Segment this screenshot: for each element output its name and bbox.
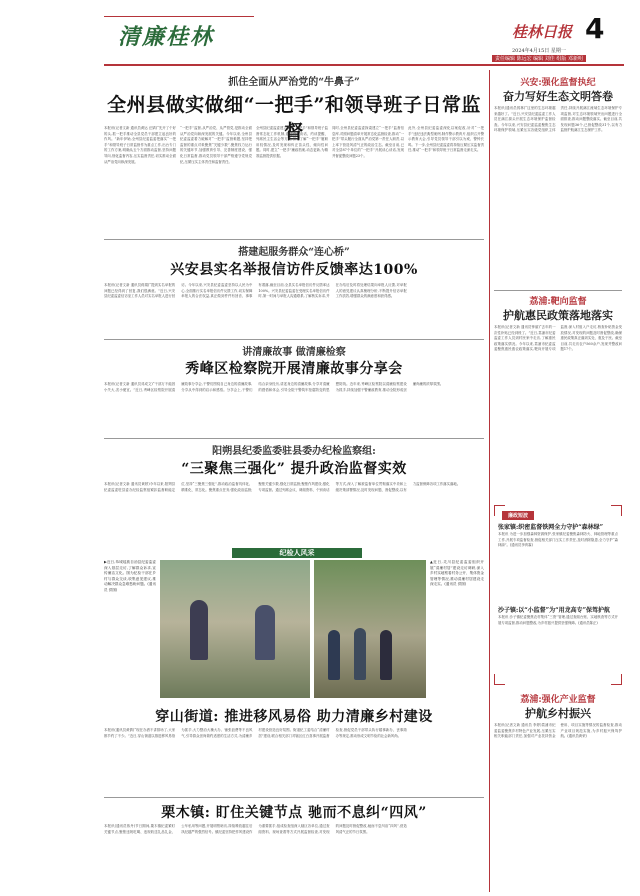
- yangshuo-kicker: 阳朔县纪委监委驻县委办纪检监察组:: [212, 446, 376, 457]
- brief-tag: 廉政短波: [502, 511, 534, 520]
- photo-left: [160, 560, 310, 698]
- chuanshan-headline: 穿山街道: 推进移风易俗 助力清廉乡村建设: [155, 709, 433, 725]
- masthead: [0, 0, 640, 70]
- lead-headline: 全州县做实做细“一把手”和领导班子日常监督: [107, 94, 481, 143]
- side4-body: 本报讯(记者文新 通讯员 李婷)荔浦市纪委监委聚焦乡村特色产业发展,压紧压实相关职能部门责任,加强对产业扶持资金使用、项目实施等情况的监督检查,推动产业项目规范实施,为乡村振兴保驾护航。(通讯员黄荣): [494, 723, 622, 739]
- side1-kicker: 兴安:强化监督执纪: [520, 78, 596, 88]
- lead-kicker: 抓住全面从严治党的“牛鼻子”: [228, 77, 360, 88]
- lead-col-5: 此外,全州县纪委监委深化以案促改,针对“一把手”违纪违法典型案例,制作警示教育片,组织召开警示教育大会,引导党员领导干部引以为戒、警钟长鸣。下一步,全州县纪委监委将持续压紧压实监督责任,推动“一把手”和领导班子日常监督走深走实。: [408, 126, 484, 153]
- photo-caption-right: ▲近日,灵川县纪委监委组织开展“清廉村居”建设走访调研,深入乡村实地察看村务公开、集体资金管理等情况,推动清廉村居建设走深走实。(通讯员 供图): [430, 560, 484, 587]
- lead-col-2: “一把手”监督,从严治党、从严管党,是推动全面从严治党向纵深发展的关键。今年以来,全州县纪委监委着力破解对“一把手”监督难题,坚持把监督的重点对象聚焦“关键少数”,聚焦权力运行的关键环节,加强教育引导、完善制度建设、强化日常监督,推动党员领导干部严格遵守党规党纪,压紧压实主体责任和监督责任。: [180, 126, 252, 164]
- lead-col-1: 本报讯(记者文新 通讯员黄运 汪婧)“先开了个好的头,抓一把手推动全县党员干部建立起良好的作风。”新年伊始,全州县纪委监委把落实“一把手”和领导班子日常监督作为重点工作,出台专门的工作方案,明确从五个方面推动监督,坚持问题导向,细化监督内容,压实监督责任,切实推动全面从严治党向纵深发展。: [104, 126, 176, 164]
- photo-right: [314, 560, 426, 698]
- side-divider-1: [494, 290, 622, 291]
- brief-headline-2: 沙子镇:以“小监督”为“用龙高专”保驾护航: [498, 607, 611, 614]
- xingan-headline: 兴安县实名举报信访件反馈率达100%: [170, 262, 418, 278]
- chuanshan-body: 本报讯(通讯员黄倩)“现在办酒不讲排场了,大家都节约了不少。”近日,穿山街道以推进移风易俗为抓手,大力整治大操大办、铺张浪费等不良风气,引导群众崇尚简约适度的生活方式,为清廉乡村建设营造良好氛围。街道纪工委结合“清廉村居”建设,联合相关部门对辖区红白喜事开展监督检查,督促党员干部带头执行婚事新办、丧事简办等规定,推动形成文明节俭的社会新风尚。: [104, 728, 407, 738]
- yangshuo-body: 本报讯(记者文新 通讯员黄婷)今年以来,阳朔县纪委监委驻县委办纪检监察组紧扣监督职能定位,坚持“三聚焦三强化”,推动政治监督具体化、精准化、常态化。聚焦重点任务,强化政治监督;聚焦关键少数,强化日常监督;聚焦作风建设,强化专项监督。通过列席会议、调阅资料、个别谈话等方式,深入了解被监督单位贯彻落实中央和上级决策部署情况,及时发现问题、督促整改,以有力监督保障各项工作落实落地。: [104, 482, 461, 492]
- lead-col-4: 同时,全州县纪委监委探索建立“一把手”监督信息库,对照问题清单开展常态化监督检查,推动“一把手”带头履行全面从严治党第一责任人职责,以上率下营造风清气正的政治生态。截至目前,已对全县87个单位的“一把手”开展谈心谈话,发现并督促整改问题23个。: [332, 126, 404, 158]
- divider-1: [104, 239, 484, 240]
- yangshuo-headline: “三聚焦三强化” 提升政治监督实效: [181, 461, 407, 477]
- masthead-rule: [104, 64, 624, 66]
- divider-2: [104, 339, 484, 340]
- lizimu-body: 本报讯(通讯员蒋丹)节日期间,栗木镇纪委紧盯关键节点,聚焦违规吃喝、违规收送礼品礼金、公车私用等问题,开展明察暗访,持续释放越往后执纪越严的强烈信号。镇纪委坚持把作风建设作为重要抓手,组成检查组深入辖区各单位,通过查阅资料、现场查看等方式开展监督检查,对发现的问题及时督促整改,驰而不息纠治“四风”,营造风清气正的节日氛围。: [104, 824, 407, 834]
- xiufeng-body: 本报讯(记者文新 通讯员邓成文)“干部万不能因小失大,贪小便宜。”近日,秀峰区检察院开展清廉故事分享会,干警们围绕自己身边的清廉故事,分享从中得到的启示和感悟。分享会上,干警们结合亲身经历,讲述身边的清廉故事,分享对清廉的感悟和体会,引导全院干警筑牢拒腐防变的思想防线。近年来,秀峰区检察院以清廉检察建设为抓手,持续加强干警廉政教育,推动全院形成崇廉尚廉的浓厚氛围。: [104, 382, 444, 392]
- photo-block: [104, 548, 484, 700]
- editor-line: 责任编辑 陈远宏 编辑 刘佳 组版 邓新明: [492, 55, 586, 62]
- frame-corner: [611, 505, 622, 516]
- side2-headline: 护航惠民政策落地落实: [503, 309, 613, 322]
- photo-caption-left: ▶近日,恭城瑶族自治县纪委监委深入基层走访,了解群众诉求,宣传廉洁文化。图为纪检干部在乡村与群众交谈,收集意见建议,推动解决群众急难愁盼问题。(通讯员 供图): [104, 560, 156, 592]
- side4-kicker: 荔浦:强化产业监督: [520, 695, 596, 705]
- lizimu-headline: 栗木镇: 盯住关键节点 驰而不息纠“四风”: [161, 805, 427, 821]
- person-figure: [190, 600, 208, 660]
- brief-headline-1: 张家镇:织密监督铁网全力守护“森林绿”: [498, 524, 604, 531]
- side2-kicker: 荔浦:靶向监督: [529, 297, 587, 307]
- xingan-kicker: 搭建起服务群众“连心桥”: [238, 247, 350, 258]
- section-title: 清廉桂林: [118, 24, 215, 50]
- xiufeng-kicker: 讲清廉故事 做清廉检察: [242, 347, 346, 358]
- side1-body: 本报讯(通讯员郭林)“这里的生态环境越来越好了。”近日,兴安县纪委监委工作人员在漓江源头开展生态环境保护监督检查。今年以来,兴安县纪委监委聚焦生态环境保护领域,压紧压实各级党组织主体责任,持续开展漓江流域生态环境保护专项监督,对生态环境领域突出问题进行全面排查,推动问题整改落实。截至目前,共发现问题36个,已督促整改31个,以有力监督护航漓江生态保护工作。: [494, 106, 622, 133]
- page-number: 4: [585, 12, 605, 45]
- person-figure: [255, 605, 275, 660]
- date-line: 2024年4月15日 星期一: [512, 48, 566, 54]
- photo-banner-label: 纪检人风采: [279, 548, 315, 557]
- xingan-body: 本报讯(记者文新 通讯员蒋娟)“提到实名举报的问题已经得到了回复,我们很满意。”近日,兴安县纪委监委信访室工作人员对实名举报人进行回访。今年以来,兴安县纪委监委坚持以人民为中心,全面推行实名举报信访件反馈工作,切实保障举报人的合法权益,真正做到件件有回音、事事有着落,截至目前,全县实名举报信访件反馈率达100%。兴安县纪委监委在受理实名举报信访件时,第一时间与举报人沟通联系,了解核实诉求,并在办结后及时将处理结果向举报人反馈,对举报人的意见建议认真梳理分析,不断提升信访举报工作质效,增强群众的满意度和获得感。: [104, 283, 407, 299]
- brief-body-1: 本报讯 为进一步加强森林资源保护,张家镇纪委聚焦森林防火、林地管理等重点工作,开展专项监督检查,督促相关部门压实工作责任,及时消除隐患,全力守护“森林绿”。(通讯员李育霖): [498, 532, 618, 548]
- lead-col-3: 全州县纪委监委建立健全“一把手”和领导班子监督常态化工作机制,通过谈心谈话、约谈提醒、列席民主生活会等方式,深入了解“一把手”履职用权情况,及时发现和纠正苗头性、倾向性问题。同时,建立“一把手”廉政档案,动态更新,为精准监督提供依据。: [256, 126, 328, 158]
- side1-headline: 奋力写好生态文明答卷: [503, 90, 613, 103]
- brief-frame: [494, 505, 622, 685]
- person-figure: [354, 628, 366, 680]
- person-figure: [380, 630, 392, 680]
- side2-body: 本报讯(记者文新 通讯员钟丽)“去年的一次性补贴已经到账了。”近日,荔浦市纪委监委工作人员到村民家中走访,了解惠民政策落实情况。今年以来,荔浦市纪委监委聚焦惠民惠农政策落实,靶向开展专项监督,深入村组入户走访,核查补贴资金发放情况,对发现的问题及时督促整改,确保惠民政策真正落到实处、惠及于民。截至目前,共走访农户560余户,发现并整改问题17个。: [494, 325, 622, 352]
- person-figure: [328, 630, 340, 680]
- column-divider: [489, 70, 490, 892]
- xiufeng-headline: 秀峰区检察院开展清廉故事分享会: [185, 361, 403, 377]
- side4-headline: 护航乡村振兴: [525, 707, 591, 720]
- divider-4: [104, 797, 484, 798]
- brief-body-2: 本报讯 沙子镇纪委聚焦农村集体“三资”管理,通过查阅台账、实地核查等方式开展专项监督,推动问题整改,为乡村振兴提供坚强保障。(通讯员陈正): [498, 615, 618, 625]
- divider-3: [104, 438, 484, 439]
- paper-logo: 桂林日报: [512, 23, 573, 41]
